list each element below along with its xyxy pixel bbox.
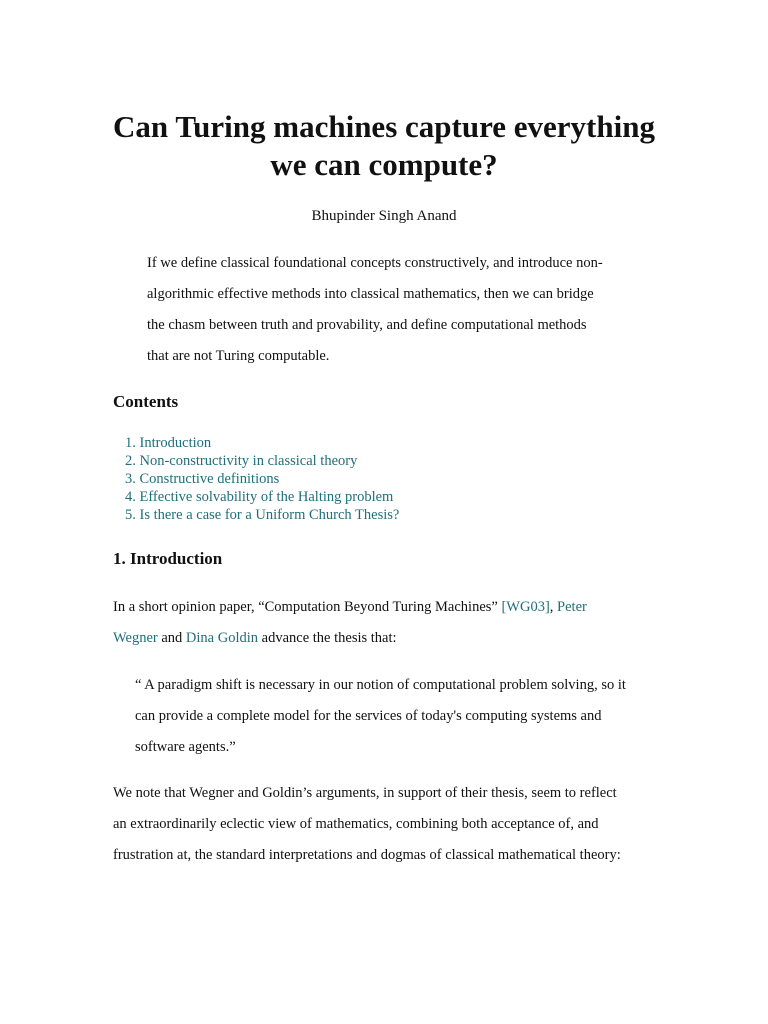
introduction-heading: 1. Introduction xyxy=(113,549,223,568)
toc-item xyxy=(125,488,399,506)
title-line-1: Can Turing machines capture everything xyxy=(113,109,655,144)
toc-item xyxy=(125,506,399,524)
toc-item xyxy=(125,434,399,452)
contents-heading: Contents xyxy=(113,392,179,411)
paragraph-line: frustration at, the standard interpretations and dogmas of classical mathematical theory: xyxy=(113,847,621,863)
author-link-dina-goldin[interactable]: Dina Goldin xyxy=(185,630,259,646)
separator-text: , xyxy=(549,599,558,615)
author-link-wegner[interactable]: Wegner xyxy=(113,630,158,646)
toc-item xyxy=(125,452,399,470)
author-name: Bhupinder Singh Anand xyxy=(311,208,457,224)
citation-link-wg03[interactable]: [WG03] xyxy=(501,599,550,615)
table-of-contents xyxy=(125,434,399,524)
intro-paragraph xyxy=(113,592,673,654)
toc-link-uniform-church-thesis[interactable]: 5. Is there a case for a Uniform Church Thesis? xyxy=(125,507,400,523)
paragraph-line: an extraordinarily eclectic view of mathematics, combining both acceptance of, and xyxy=(113,816,599,832)
block-quote xyxy=(135,670,675,763)
title-line-2: we can compute? xyxy=(270,147,498,182)
conjunction-text: and xyxy=(157,630,186,646)
abstract-line: that are not Turing computable. xyxy=(147,348,330,364)
author-link-peter[interactable]: Peter xyxy=(557,599,587,615)
toc-link-constructive-definitions[interactable]: 3. Constructive definitions xyxy=(125,471,280,487)
paragraph-text: advance the thesis that: xyxy=(258,630,397,646)
analysis-paragraph xyxy=(113,778,673,871)
paragraph-line xyxy=(113,592,673,623)
paragraph-text: In a short opinion paper, “Computation Beyond Turing Machines” xyxy=(113,599,502,615)
paragraph-line xyxy=(113,623,673,654)
abstract-line: algorithmic effective methods into classical mathematics, then we can bridge xyxy=(147,286,594,302)
abstract-line: the chasm between truth and provability, and define computational methods xyxy=(147,317,587,333)
quote-line: software agents.” xyxy=(135,739,236,755)
abstract-line: If we define classical foundational concepts constructively, and introduce non- xyxy=(147,255,603,271)
toc-link-non-constructivity[interactable]: 2. Non-constructivity in classical theory xyxy=(125,453,358,469)
abstract xyxy=(147,248,647,372)
toc-link-halting-problem[interactable]: 4. Effective solvability of the Halting problem xyxy=(125,489,394,505)
quote-line: can provide a complete model for the services of today's computing systems and xyxy=(135,708,602,724)
paragraph-line: We note that Wegner and Goldin’s arguments, in support of their thesis, seem to reflect xyxy=(113,785,617,801)
quote-line: “ A paradigm shift is necessary in our notion of computational problem solving, so it xyxy=(135,677,626,693)
toc-item xyxy=(125,470,399,488)
page-title xyxy=(60,108,708,184)
toc-link-introduction[interactable]: 1. Introduction xyxy=(125,435,212,451)
